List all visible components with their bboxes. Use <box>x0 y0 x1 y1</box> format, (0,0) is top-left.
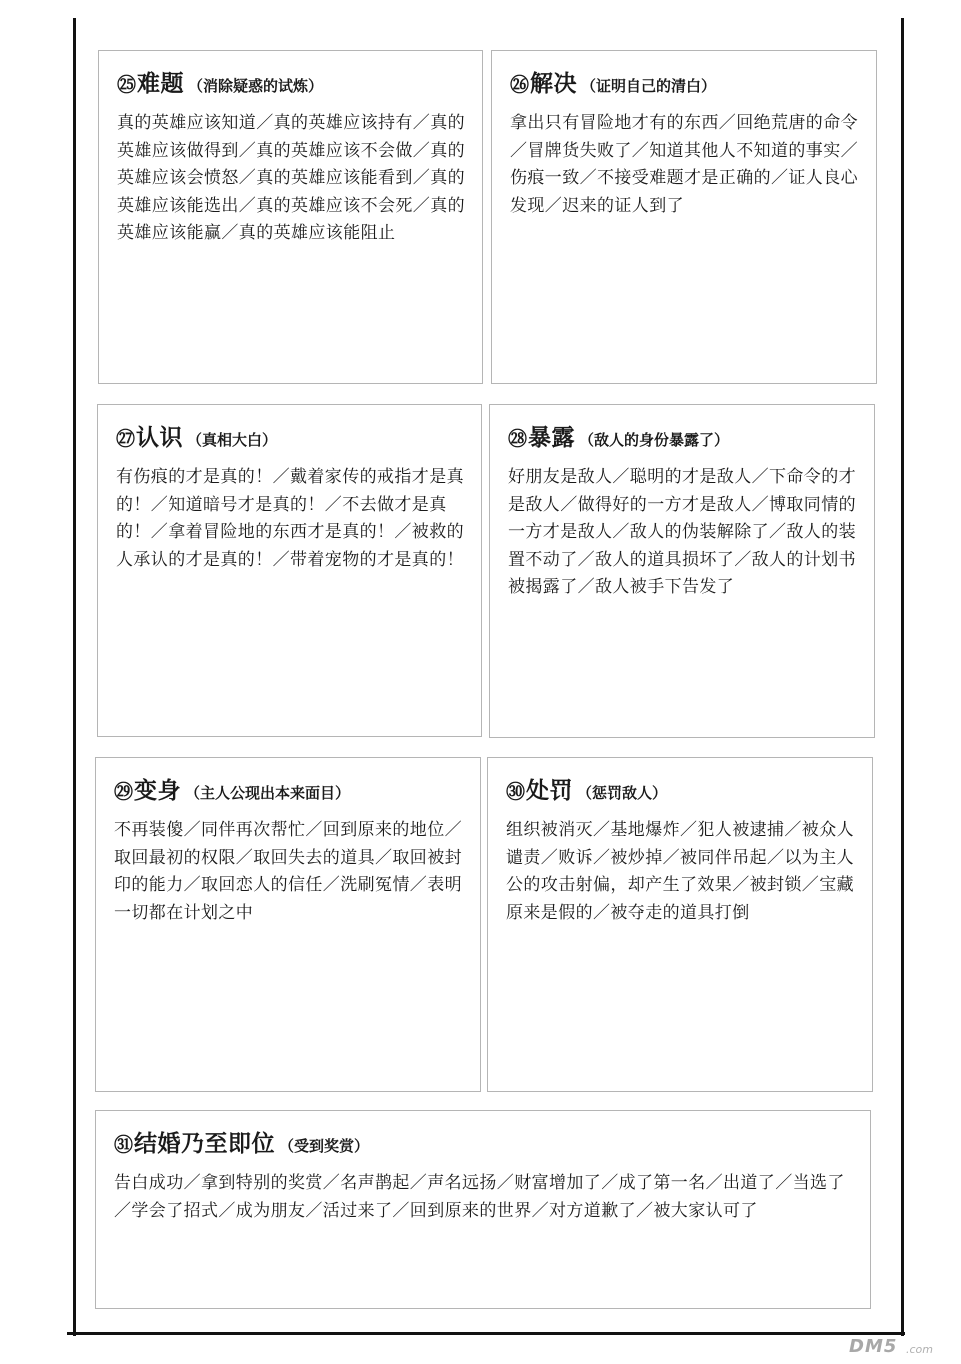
card-title: 变身 <box>134 778 182 804</box>
page-frame-left <box>73 18 76 1336</box>
card-body: 真的英雄应该知道／真的英雄应该持有／真的英雄应该做得到／真的英雄应该不会做／真的英雄应该会愤怒／真的英雄应该能看到／真的英雄应该能选出／真的英雄应该不会死／真的英雄应该能赢／真的英雄应该能阻止 <box>117 113 465 243</box>
page-frame-right <box>901 18 904 1336</box>
card-body: 组织被消灭／基地爆炸／犯人被逮捕／被众人谴责／败诉／被炒掉／被同伴吊起／以为主人公的攻击射偏，却产生了效果／被封锁／宝藏原来是假的／被夺走的道具打倒 <box>506 820 854 923</box>
card-body: 好朋友是敌人／聪明的才是敌人／下命令的才是敌人／做得好的一方才是敌人／博取同情的一方才是敌人／敌人的伪装解除了／敌人的装置不动了／敌人的道具损坏了／敌人的计划书被揭露了／敌人被手下告发了 <box>508 467 856 597</box>
card-header <box>117 65 470 98</box>
card-header <box>114 1125 858 1158</box>
card-subtitle: （惩罚敌人） <box>577 784 668 802</box>
card-number: ㉗ <box>116 428 136 450</box>
card-29-transformation <box>95 757 481 1092</box>
card-27-recognition <box>97 404 482 737</box>
card-subtitle: （敌人的身份暴露了） <box>579 431 730 449</box>
card-header <box>506 772 860 805</box>
card-title: 认识 <box>136 425 184 451</box>
card-number: ㉙ <box>114 781 134 803</box>
card-title: 解决 <box>530 71 578 97</box>
card-subtitle: （受到奖赏） <box>279 1137 370 1155</box>
card-body: 拿出只有冒险地才有的东西／回绝荒唐的命令／冒牌货失败了／知道其他人不知道的事实／伤痕一致／不接受难题才是正确的／证人良心发现／迟来的证人到了 <box>510 113 858 216</box>
card-28-exposure <box>489 404 875 738</box>
card-header <box>116 419 469 452</box>
card-subtitle: （消除疑惑的试炼） <box>188 77 324 95</box>
card-number: ㉖ <box>510 74 530 96</box>
card-25-difficulty <box>98 50 483 384</box>
card-header <box>114 772 468 805</box>
card-body: 告白成功／拿到特别的奖赏／名声鹊起／声名远扬／财富增加了／成了第一名／出道了／当选了／学会了招式／成为朋友／活过来了／回到原来的世界／对方道歉了／被大家认可了 <box>114 1173 845 1221</box>
card-number: ㉕ <box>117 74 137 96</box>
card-subtitle: （证明自己的清白） <box>581 77 717 95</box>
card-26-resolution <box>491 50 877 384</box>
card-title: 暴露 <box>528 425 576 451</box>
card-body: 不再装傻／同伴再次帮忙／回到原来的地位／取回最初的权限／取回失去的道具／取回被封印的能力／取回恋人的信任／洗刷冤情／表明一切都在计划之中 <box>114 820 462 923</box>
card-subtitle: （真相大白） <box>187 431 278 449</box>
card-body: 有伤痕的才是真的！／戴着家传的戒指才是真的！／知道暗号才是真的！／不去做才是真的！／拿着冒险地的东西才是真的！／被救的人承认的才是真的！／带着宠物的才是真的！ <box>116 467 464 570</box>
card-title: 难题 <box>137 71 185 97</box>
card-title: 结婚乃至即位 <box>134 1131 276 1157</box>
page-frame-bottom <box>67 1332 905 1335</box>
watermark-domain: .com <box>906 1343 933 1356</box>
card-header <box>508 419 862 452</box>
card-title: 处罚 <box>526 778 574 804</box>
card-header <box>510 65 864 98</box>
card-number: ㉘ <box>508 428 528 450</box>
card-number: ㉚ <box>506 781 526 803</box>
card-subtitle: （主人公现出本来面目） <box>185 784 351 802</box>
card-31-marriage-enthronement <box>95 1110 871 1309</box>
card-number: ㉛ <box>114 1134 134 1156</box>
watermark-logo: DM5 <box>849 1336 898 1357</box>
card-30-punishment <box>487 757 873 1092</box>
